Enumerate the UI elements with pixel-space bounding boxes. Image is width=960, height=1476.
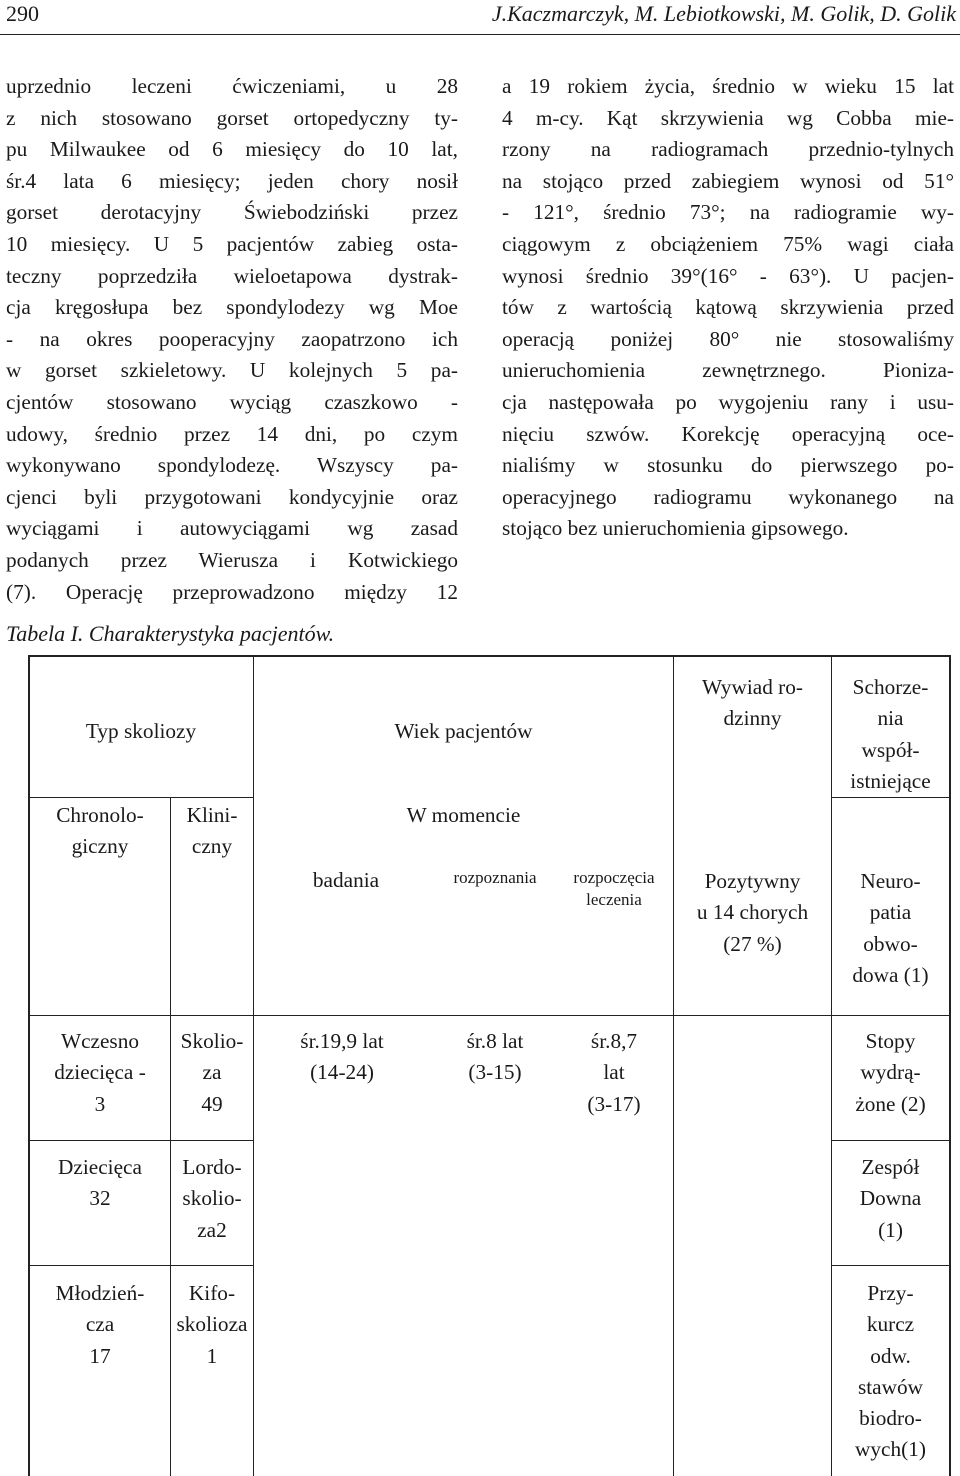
text-line: 4 m-cy. Kąt skrzywienia wg Cobba mie- — [502, 105, 954, 130]
table-border-row2-bottom — [28, 1265, 254, 1266]
text-line: cjentów stosowano wyciąg czaszkowo - — [6, 389, 458, 414]
text-line: cja następowała po wygojeniu rany i usu- — [502, 389, 954, 414]
table-border-row2-schorzenia-bottom — [831, 1265, 951, 1266]
body-text-right-column — [502, 71, 954, 545]
text-line: 10 miesięcy. U 5 pacjentów zabieg osta- — [6, 231, 458, 256]
table-border-head-bottom — [28, 1015, 951, 1016]
page-number: 290 — [6, 1, 39, 26]
td-row3-schorzenia: Przy- kurcz odw. stawów biodro- wych(1) — [855, 1281, 926, 1462]
th-typ-skoliozy: Typ skoliozy — [85, 719, 197, 743]
th-rozpoznania: rozpoznania — [453, 868, 537, 887]
td-schorzenia-neuropatia: Neuro- patia obwo- dowa (1) — [852, 869, 929, 987]
text-line: cja kręgosłupa bez spondylodezy wg Moe — [6, 295, 458, 320]
text-line: operacyjnego radiogramu wykonanego na — [502, 484, 954, 509]
text-line: (7). Operację przeprowadzono między 12 — [6, 579, 458, 604]
text-line: uprzednio leczeni ćwiczeniami, u 28 — [6, 74, 458, 98]
text-line: teczny poprzedziła wieloetapowa dystrak- — [6, 263, 458, 288]
td-row1-rozpoczecia: śr.8,7 lat (3-17) — [587, 1029, 641, 1116]
table-border-col2 — [253, 655, 254, 1476]
text-line: - 121°, średnio 73°; na radiogramie wy- — [502, 200, 954, 225]
text-line: śr.4 lata 6 miesięcy; jeden chory nosił — [6, 168, 458, 193]
td-row2-kliniczny: Lordo- skolio- za2 — [182, 1155, 242, 1242]
table-border-top — [28, 655, 951, 657]
header-rule — [0, 34, 960, 35]
text-line: wynosi średnio 39°(16° - 63°). U pacjen- — [502, 263, 954, 288]
text-line: wykonywano spondylodezę. Wszyscy pa- — [6, 453, 458, 478]
text-line: podanych przez Wierusza i Kotwickiego — [6, 547, 458, 572]
td-row1-schorzenia: Stopy wydrą- żone (2) — [855, 1029, 926, 1116]
text-line: w gorset szkieletowy. U kolejnych 5 pa- — [6, 358, 458, 383]
td-row1-chronologiczny: Wczesno dziecięca - 3 — [54, 1029, 146, 1116]
text-line: nialiśmy w stosunku do pierwszego po- — [502, 453, 954, 478]
text-line: tów z wartością kątową skrzywienia przed — [502, 295, 954, 320]
text-line: na stojąco przed zabiegiem wynosi od 51° — [502, 168, 954, 193]
td-row2-chronologiczny: Dziecięca 32 — [58, 1155, 142, 1211]
td-row1-rozpoznania: śr.8 lat (3-15) — [466, 1029, 524, 1085]
text-line: gorset derotacyjny Świebodziński przez — [6, 200, 458, 225]
th-schorzenia-wspolistniejace: Schorze- nia współ- istniejące — [850, 675, 931, 793]
text-line: unieruchomienia zewnętrznego. Pioniza- — [502, 358, 954, 383]
text-line: rzony na radiogramach przednio-tylnych — [502, 137, 954, 162]
text-line: cjenci byli przygotowani kondycyjnie oraz — [6, 484, 458, 509]
text-line: pu Milwaukee od 6 miesięcy do 10 lat, — [6, 137, 458, 162]
th-kliniczny: Klini- czny — [186, 803, 238, 859]
td-row3-kliniczny: Kifo- skolioza 1 — [176, 1281, 248, 1368]
th-badania: badania — [312, 868, 380, 892]
th-wywiad-rodzinny: Wywiad ro- dzinny — [701, 675, 804, 731]
td-row2-schorzenia: Zespół Downa (1) — [859, 1155, 922, 1242]
table-caption: Tabela I. Charakterystyka pacjentów. — [6, 621, 335, 646]
table-border-row1-bottom — [28, 1140, 254, 1141]
page-header — [0, 0, 960, 44]
text-line: operacją poniżej 80° nie stosowaliśmy — [502, 326, 954, 351]
body-text-left-column — [6, 71, 458, 608]
th-rozpoczecia-leczenia: rozpoczęcia leczenia — [573, 868, 655, 909]
th-wiek-pacjentow: Wiek pacjentów — [394, 719, 533, 743]
text-line: a 19 rokiem życia, średnio w wieku 15 lat — [502, 74, 954, 98]
td-wywiad-pozytywny: Pozytywny u 14 chorych (27 %) — [696, 869, 809, 956]
text-line: - na okres pooperacyjny zaopatrzono ich — [6, 326, 458, 351]
running-head-authors: J.Kaczmarczyk, M. Lebiotkowski, M. Golik, D. Golik — [491, 1, 956, 26]
td-row1-badania: śr.19,9 lat (14-24) — [300, 1029, 384, 1085]
td-row1-kliniczny: Skolio- za 49 — [180, 1029, 244, 1116]
text-line: z nich stosowano gorset ortopedyczny ty- — [6, 105, 458, 130]
table-border-col1 — [170, 797, 171, 1476]
th-chronologiczny: Chronolo- giczny — [56, 803, 144, 859]
table-border-right — [949, 655, 951, 1476]
th-w-momencie: W momencie — [406, 803, 521, 827]
text-line: ciągowym z obciążeniem 75% wagi ciała — [502, 231, 954, 256]
text-line: stojąco bez unieruchomienia gipsowego. — [502, 516, 849, 541]
table-border-typ-split — [28, 797, 254, 798]
text-line: udowy, średnio przez 14 dni, po czym — [6, 421, 458, 446]
text-line: nięciu szwów. Korekcję operacyjną oce- — [502, 421, 954, 446]
table-border-row1-schorzenia-bottom — [831, 1140, 951, 1141]
td-row3-chronologiczny: Młodzień- cza 17 — [55, 1281, 145, 1368]
text-line: wyciągami i autowyciągami wg zasad — [6, 516, 458, 541]
